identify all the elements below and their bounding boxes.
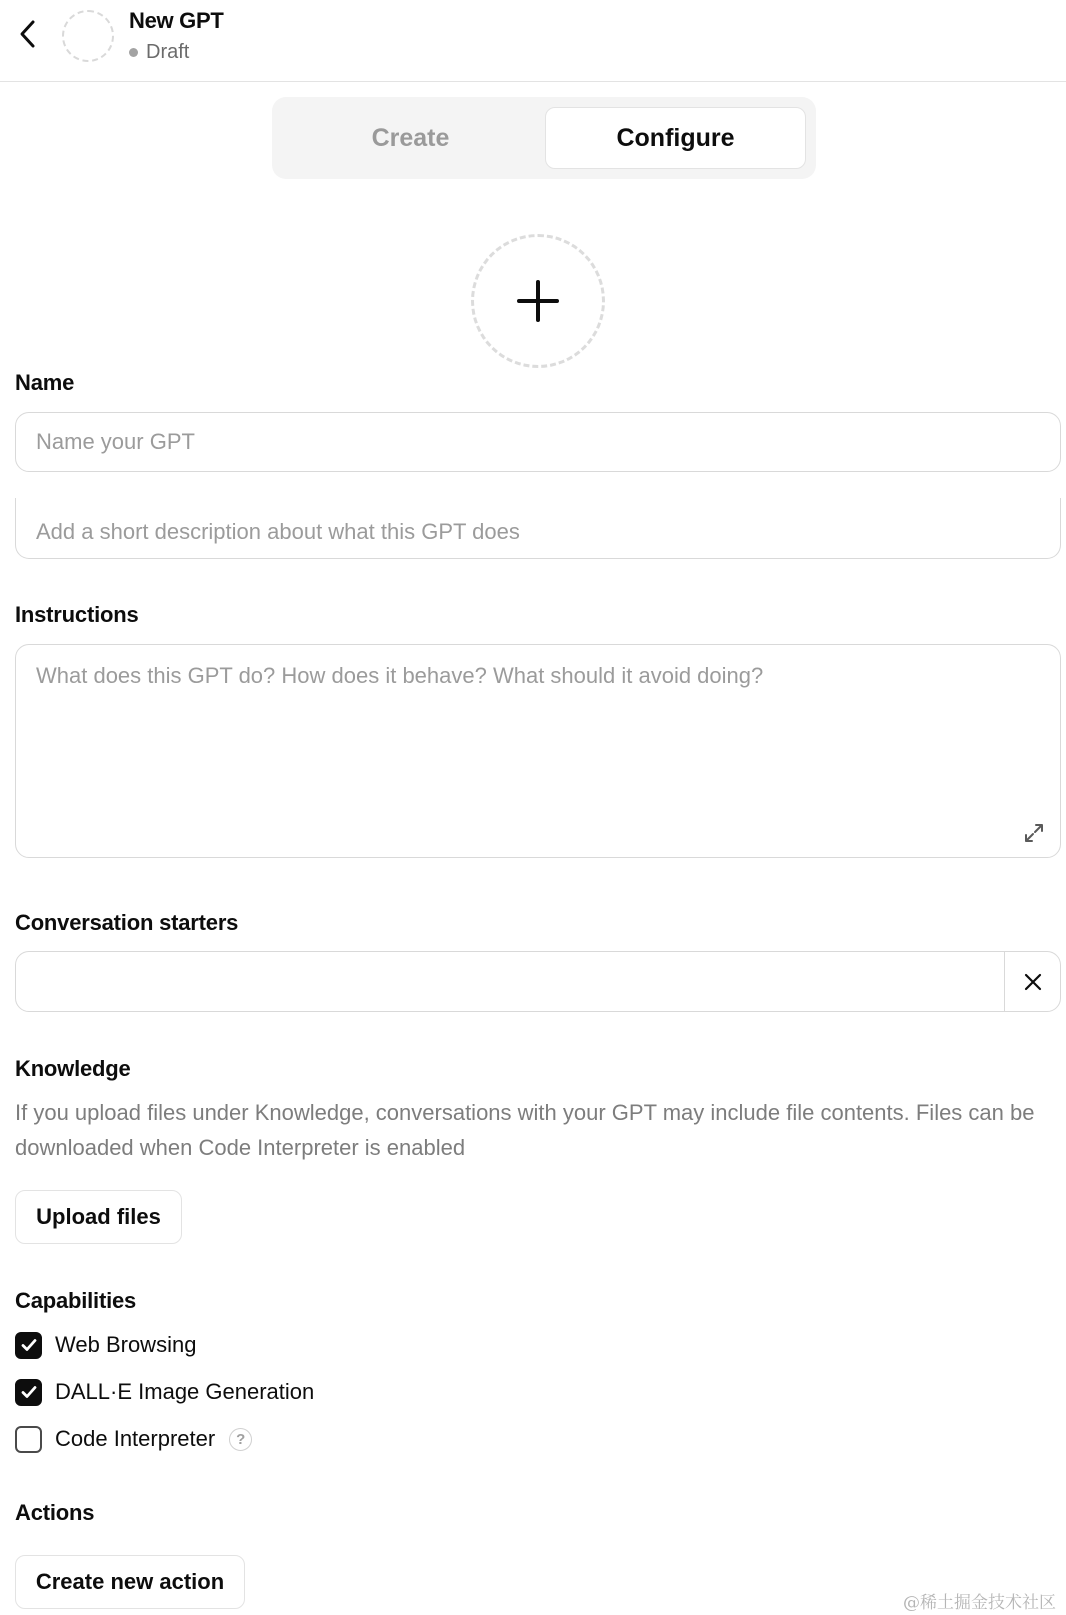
tab-create[interactable]: Create: [371, 123, 450, 152]
close-icon: [1023, 972, 1043, 992]
watermark: @稀土掘金技术社区: [903, 1593, 1056, 1613]
name-label: Name: [15, 370, 75, 395]
dalle-label: DALL·E Image Generation: [55, 1379, 315, 1404]
status-label: Draft: [146, 41, 190, 63]
capability-code-interpreter: [15, 1424, 252, 1454]
starter-input[interactable]: [16, 952, 996, 1011]
instructions-placeholder: What does this GPT do? How does it behave? What should it avoid doing?: [36, 663, 764, 688]
code-interpreter-checkbox[interactable]: [15, 1426, 42, 1453]
gpt-title: New GPT: [129, 8, 224, 33]
code-interpreter-label: Code Interpreter: [55, 1426, 216, 1451]
starter-field-wrapper: [15, 951, 1061, 1012]
check-icon: [21, 1337, 37, 1353]
mode-tabs: [272, 97, 816, 179]
back-button[interactable]: [12, 16, 44, 52]
check-icon: [21, 1384, 37, 1400]
actions-label: Actions: [15, 1500, 95, 1525]
capability-web-browsing: [15, 1330, 196, 1360]
knowledge-label: Knowledge: [15, 1056, 131, 1081]
plus-icon: [515, 278, 561, 324]
status-dot-icon: [129, 48, 138, 57]
gpt-image-upload[interactable]: [471, 234, 605, 368]
draft-status: [129, 41, 189, 64]
description-input[interactable]: [16, 498, 1060, 558]
question-icon[interactable]: ?: [229, 1428, 252, 1451]
name-input[interactable]: [16, 413, 1060, 471]
knowledge-help-text: If you upload files under Knowledge, conversations with your GPT may include file contents. Files can be downloaded when Code Interpreter is enabled: [15, 1100, 1035, 1160]
description-field-wrapper: [15, 498, 1061, 559]
tab-configure[interactable]: Configure: [545, 107, 806, 169]
capabilities-label: Capabilities: [15, 1288, 137, 1313]
name-field-wrapper: [15, 412, 1061, 472]
dalle-checkbox[interactable]: [15, 1379, 42, 1406]
chevron-left-icon: [17, 19, 39, 49]
web-browsing-label: Web Browsing: [55, 1332, 197, 1357]
upload-files-button[interactable]: Upload files: [15, 1190, 182, 1244]
instructions-label: Instructions: [15, 602, 139, 627]
clear-starter-button[interactable]: [1004, 952, 1060, 1011]
capability-dalle: [15, 1377, 314, 1407]
editor-header: [0, 0, 1066, 82]
instructions-textarea[interactable]: [15, 644, 1061, 858]
expand-icon[interactable]: [1022, 821, 1046, 845]
gpt-avatar-placeholder: [62, 10, 114, 62]
web-browsing-checkbox[interactable]: [15, 1332, 42, 1359]
create-new-action-button[interactable]: Create new action: [15, 1555, 245, 1609]
starters-label: Conversation starters: [15, 910, 239, 935]
